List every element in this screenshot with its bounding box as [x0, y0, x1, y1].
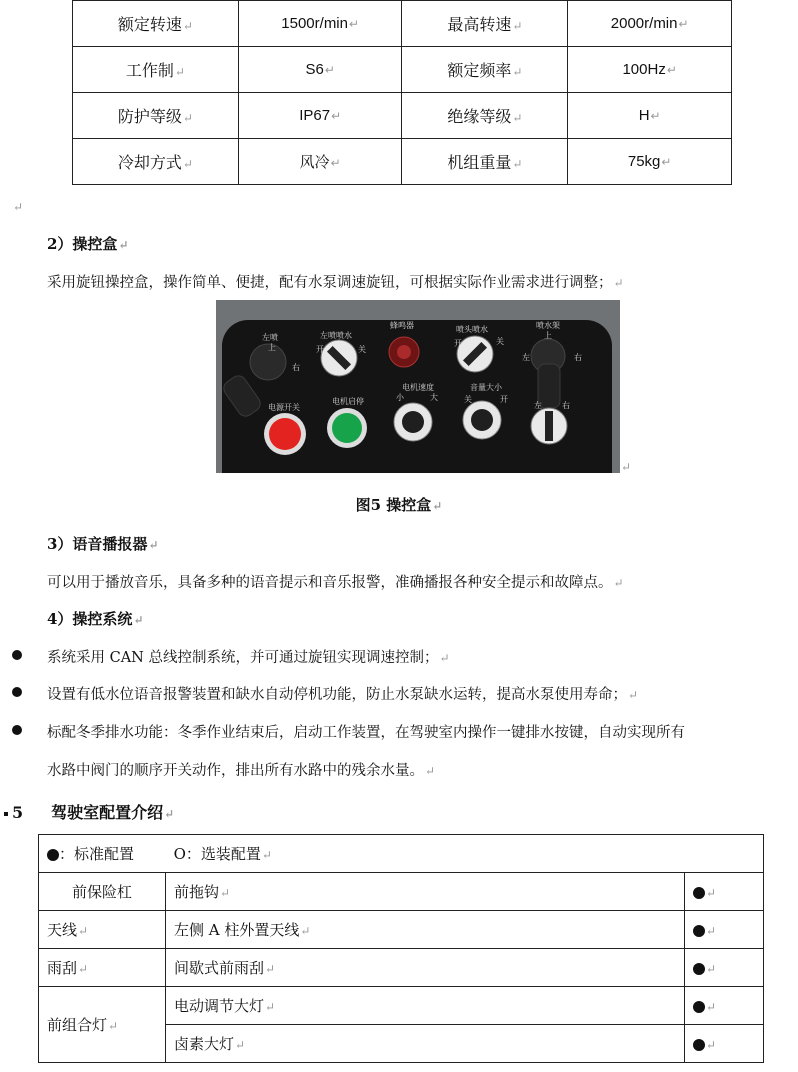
- spec-label: 额定频率: [447, 61, 512, 80]
- spec-label: 额定转速: [117, 15, 182, 34]
- table-row: 工作制↵ S6↵ 额定频率↵ 100Hz↵: [73, 47, 732, 93]
- buzzer-center: [397, 345, 411, 359]
- row-item: 前拖钩: [174, 883, 220, 901]
- row-category: 天线: [47, 921, 78, 939]
- spec-value: IP67: [299, 107, 331, 124]
- row-category: 雨刮: [47, 959, 78, 977]
- list-item: 标配冬季排水功能：冬季作业结束后，启动工作装置，在驾驶室内操作一键排水按键，自动实现所有: [47, 725, 685, 741]
- spec-label: 冷却方式: [117, 153, 182, 172]
- table-legend-row: ：标准配置 O：选装配置↵: [39, 835, 764, 873]
- row-item: 左侧 A 柱外置天线: [174, 921, 300, 939]
- power-switch-button: [269, 418, 301, 450]
- list-item: 系统采用 CAN 总线控制系统，并可通过旋钮实现调速控制；↵: [47, 650, 450, 666]
- figure-label: 左: [534, 401, 542, 410]
- table-row: 卤素大灯↵ ↵: [39, 1025, 764, 1063]
- paragraph-mark: ↵: [13, 200, 24, 214]
- figure-caption: 图5 操控盒↵: [355, 496, 443, 514]
- knob-left-right-bar: [545, 411, 553, 441]
- row-item: 卤素大灯: [174, 1035, 235, 1053]
- table-row: 前组合灯↵ 电动调节大灯↵ ↵: [39, 987, 764, 1025]
- table-row: 冷却方式↵ 风冷↵ 机组重量↵ 75kg↵: [73, 139, 732, 185]
- standard-dot-icon: [47, 849, 59, 861]
- table-row: 雨刮↵ 间歇式前雨刮↵ ↵: [39, 949, 764, 987]
- figure-label: 右: [562, 401, 570, 410]
- row-item: 间歇式前雨刮: [174, 959, 265, 977]
- table-row: 天线↵ 左侧 A 柱外置天线↵ ↵: [39, 911, 764, 949]
- spec-value: 75kg: [627, 153, 661, 170]
- figure-label: 小: [396, 393, 404, 402]
- figure-label: 关: [464, 395, 472, 404]
- figure-label: 电源开关: [268, 403, 300, 412]
- motor-start-button: [332, 413, 362, 443]
- figure-label: 开: [454, 339, 462, 348]
- standard-dot-icon: [693, 963, 705, 975]
- paragraph-mark: ↵: [621, 460, 632, 474]
- table-row: 额定转速↵ 1500r/min↵ 最高转速↵ 2000r/min↵: [73, 1, 732, 47]
- bullet-icon: [12, 650, 22, 660]
- config-table: [38, 834, 764, 1063]
- standard-dot-icon: [693, 1039, 705, 1051]
- figure-label: 上: [268, 343, 276, 352]
- paragraph: 采用旋钮操控盒，操作简单、便捷，配有水泵调速旋钮，可根据实际作业需求进行调整；↵: [47, 275, 624, 291]
- row-category: 前保险杠: [71, 883, 132, 901]
- spec-value: H: [638, 107, 650, 124]
- bullet-icon: [12, 725, 22, 735]
- legend-standard: ：标准配置: [59, 845, 135, 863]
- section-heading: 2）操控盒↵: [47, 235, 129, 253]
- spec-label: 绝缘等级: [447, 107, 512, 126]
- section-heading: 5 驾驶室配置介绍↵: [4, 800, 174, 823]
- spec-value: 1500r/min: [281, 15, 348, 32]
- spec-table: [72, 0, 732, 185]
- figure-label: 左: [522, 353, 530, 362]
- joystick-left-handle: [221, 373, 264, 420]
- figure-label: 音量大小: [470, 383, 502, 392]
- figure-label: 关: [358, 345, 366, 354]
- spec-value: 2000r/min: [610, 15, 678, 32]
- standard-dot-icon: [693, 887, 705, 899]
- figure-label: 开: [316, 345, 324, 354]
- standard-dot-icon: [693, 925, 705, 937]
- table-row: 防护等级↵ IP67↵ 绝缘等级↵ H↵: [73, 93, 732, 139]
- spec-label: 最高转速: [447, 15, 512, 34]
- motor-speed-dial-center: [402, 411, 424, 433]
- figure-label: 大: [430, 393, 438, 402]
- figure-label: 左喷喷水: [320, 331, 352, 340]
- list-item: 设置有低水位语音报警装置和缺水自动停机功能，防止水泵缺水运转，提高水泵使用寿命；↵: [47, 687, 639, 703]
- figure-label: 开: [500, 395, 508, 404]
- figure-label: 左喷: [262, 333, 278, 342]
- figure-label: 蜂鸣器: [390, 321, 414, 330]
- heading-marker-icon: [4, 812, 8, 816]
- control-box-photo: [216, 300, 620, 473]
- table-row: 前保险杠 前拖钩↵ ↵: [39, 873, 764, 911]
- standard-dot-icon: [693, 1001, 705, 1013]
- spec-label: 机组重量: [447, 153, 512, 172]
- spec-label: 防护等级: [117, 107, 182, 126]
- figure-label: 喷头喷水: [456, 325, 488, 334]
- spec-label: 工作制: [125, 61, 174, 80]
- legend-optional: O：选装配置: [173, 845, 261, 863]
- spec-value: S6: [305, 61, 324, 78]
- spec-value: 100Hz: [622, 61, 666, 78]
- figure-label: 上: [544, 331, 552, 340]
- row-item: 电动调节大灯: [174, 997, 265, 1015]
- list-item-continuation: 水路中阀门的顺序开关动作，排出所有水路中的残余水量。↵: [47, 763, 436, 779]
- figure-label: 关: [496, 337, 504, 346]
- bullet-icon: [12, 687, 22, 697]
- section-heading: 4）操控系统↵: [47, 610, 144, 628]
- spec-value: 风冷: [299, 154, 330, 171]
- section-heading: 3）语音播报器↵: [47, 535, 159, 553]
- figure-label: 电机启停: [332, 397, 364, 406]
- figure-label: 电机速度: [402, 383, 434, 392]
- figure-label: 右: [292, 363, 300, 372]
- figure-label: 右: [574, 353, 582, 362]
- figure-label: 喷水架: [536, 321, 560, 330]
- volume-dial-center: [471, 409, 493, 431]
- row-category: 前组合灯: [47, 1016, 108, 1034]
- paragraph: 可以用于播放音乐，具备多种的语音提示和音乐报警，准确播报各种安全提示和故障点。↵: [47, 575, 624, 591]
